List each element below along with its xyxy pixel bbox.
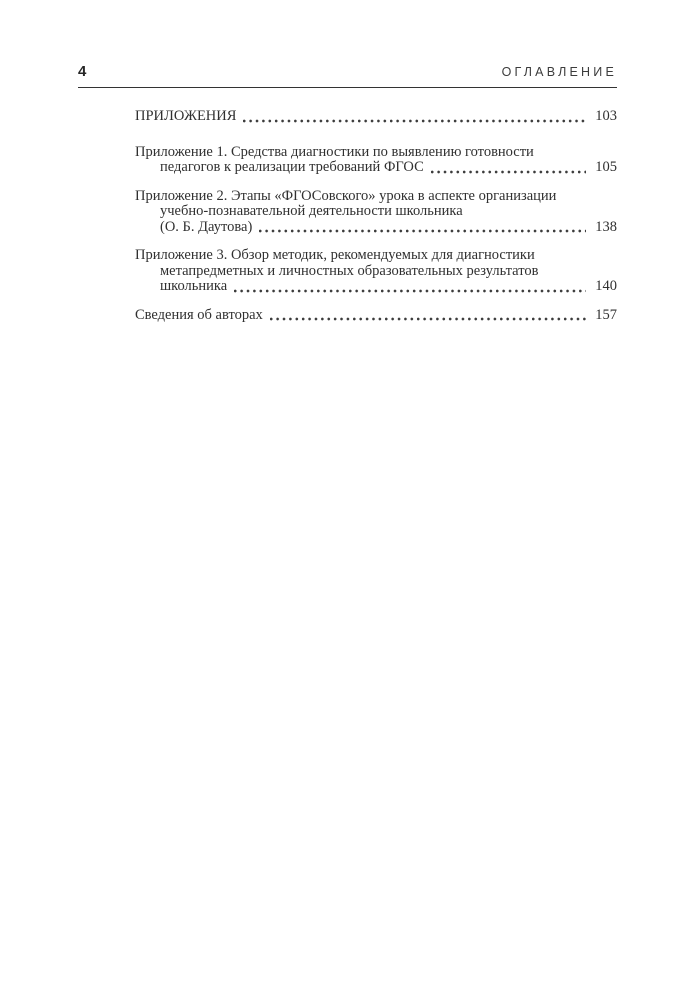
toc-entry bbox=[135, 308, 617, 324]
toc-entry-line: метапредметных и личностных образовательных результатов bbox=[160, 262, 539, 279]
folio-number: 4 bbox=[78, 63, 87, 80]
toc-entry bbox=[135, 248, 617, 295]
toc-entry-line: Приложение 1. Средства диагностики по выявлению готовности bbox=[135, 143, 534, 160]
toc-entry-line: учебно-познавательной деятельности школьника bbox=[160, 203, 463, 219]
toc-page-number: 157 bbox=[595, 306, 617, 323]
toc-page-number: 138 bbox=[595, 218, 617, 235]
dot-leader bbox=[270, 317, 586, 321]
table-of-contents bbox=[135, 109, 617, 323]
toc-entry bbox=[135, 145, 617, 176]
dot-leader bbox=[431, 170, 586, 174]
toc-page-number: 103 bbox=[595, 108, 617, 124]
toc-entry-line bbox=[135, 220, 617, 236]
toc-entry-line bbox=[135, 308, 617, 324]
toc-entry-title: ПРИЛОЖЕНИЯ bbox=[135, 108, 237, 124]
running-head bbox=[78, 63, 617, 80]
toc-entry-line bbox=[135, 109, 617, 125]
toc-entry-line bbox=[135, 160, 617, 176]
toc-entry-title: педагогов к реализации требований ФГОС bbox=[160, 159, 424, 175]
dot-leader bbox=[243, 119, 586, 123]
toc-entry-title: Сведения об авторах bbox=[135, 306, 263, 323]
toc-entry-title: (О. Б. Даутова) bbox=[160, 218, 253, 235]
toc-entry bbox=[135, 109, 617, 125]
toc-entry-title: школьника bbox=[160, 278, 228, 294]
toc-page-number: 140 bbox=[595, 278, 617, 294]
header-rule bbox=[78, 87, 617, 88]
toc-page-number: 105 bbox=[595, 159, 617, 175]
toc-entry bbox=[135, 189, 617, 236]
page-title: ОГЛАВЛЕНИЕ bbox=[501, 65, 617, 79]
dot-leader bbox=[259, 229, 586, 233]
toc-entry-line bbox=[135, 279, 617, 295]
toc-entry-line: Приложение 2. Этапы «ФГОСовского» урока в аспекте организации bbox=[135, 187, 557, 204]
dot-leader bbox=[234, 289, 586, 293]
toc-entry-line: Приложение 3. Обзор методик, рекомендуемых для диагностики bbox=[135, 247, 535, 263]
